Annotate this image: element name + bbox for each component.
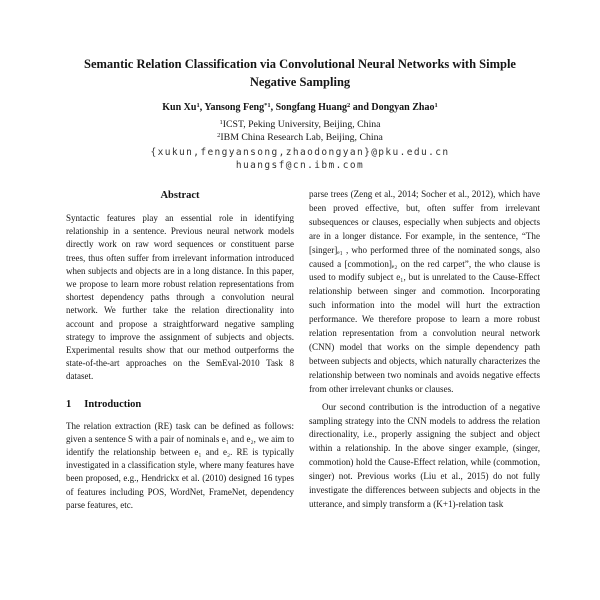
author-superscript: 1: [434, 101, 438, 109]
body-paragraph: parse trees (Zeng et al., 2014; Socher et al., 2012), which have been proved effective, but, often suffer from irrelevant subsequences or clauses, especially when subjects and objects are in a longer distance. For example, in the sentence, “The [singer]ₑ₁ , who performed three of the nominated songs, also caused a [commotion]ₑ₂ on the red carpet”, the who clause is used to modify subject e₁, but is unrelated to the Cause-Effect relationship between singer and commotion. Incorporating such information into the model will hurt the extraction performance. We therefore propose to learn a more robust relation representation from a convolution neural network (CNN) model that works on the simple dependency path between subjects and objects, which naturally characterizes the relationship between two nominals and avoids negative effects from other irrelevant chunks or clauses.: [309, 189, 540, 394]
author-superscript: 2: [347, 101, 351, 109]
body-paragraph: The relation extraction (RE) task can be defined as follows: given a sentence S with a pair of nominals e₁ and e₂, we aim to identify the relationship between e₁ and e₂. RE is typically investigated in a classification style, where many features have been proposed, e.g., Hendrickx et al. (2010) designed 16 types of features including POS, WordNet, FrameNet, dependency parse features, etc.: [66, 420, 294, 510]
author-superscript: 1: [196, 101, 200, 109]
paper-title: Semantic Relation Classification via Convolutional Neural Networks with Simple Negative Sampling: [84, 57, 516, 89]
author-separator: ,: [270, 102, 276, 113]
email-line: huangsf@cn.ibm.com: [235, 160, 365, 171]
abstract-heading: Abstract: [160, 190, 200, 201]
author-name: Yansong Feng: [204, 102, 265, 113]
author-separator: and: [350, 102, 372, 113]
section-title: Introduction: [84, 398, 142, 410]
authors-line: [0, 102, 600, 113]
author-name: Songfang Huang: [275, 102, 348, 113]
left-column: [66, 190, 294, 512]
affiliation-text: ICST, Peking University, Beijing, China: [222, 119, 381, 130]
affiliation-superscript: 2: [217, 131, 221, 139]
author-name: Kun Xu: [162, 102, 197, 113]
affiliation-line: [0, 119, 600, 130]
author-separator: ,: [199, 102, 205, 113]
author-superscript: *1: [264, 101, 271, 109]
author-name: Dongyan Zhao: [371, 102, 435, 113]
abstract-text: Syntactic features play an essential role in identifying relationship in a sentence. Previous neural network models directly work on raw word sequences or constituent parse trees, thus often suffer from irrelevant information introduced when subjects and objects are in a long distance. In this paper, we propose to learn more robust relation representations from shortest dependency paths through a convolution neural network. We further take the relation directionality into account and propose a straightforward negative sampling strategy to improve the assignment of subjects and objects. Experimental results show that our method outperforms the state-of-the-art approaches on the SemEval-2010 Task 8 dataset.: [66, 213, 294, 382]
affiliation-line: [0, 132, 600, 143]
right-column: [309, 188, 540, 512]
email-line: {xukun,fengyansong,zhaodongyan}@pku.edu.cn: [150, 147, 450, 158]
body-paragraph: Our second contribution is the introduction of a negative sampling strategy into the CNN models to address the relation directionality, i.e., properly assigning the subject and object within a relationship. In the above singer example, (singer, commotion) hold the Cause-Effect relation, while (commotion, singer) not. Previous works (Liu et al., 2015) do not fully investigate the differences between subjects and objects in the utterance, and simply transform a (K+1)-relation task: [309, 401, 540, 509]
affiliation-text: IBM China Research Lab, Beijing, China: [220, 132, 383, 143]
section-number: 1: [66, 398, 72, 410]
affiliation-superscript: 1: [219, 118, 223, 126]
section-heading-introduction: [66, 399, 294, 410]
